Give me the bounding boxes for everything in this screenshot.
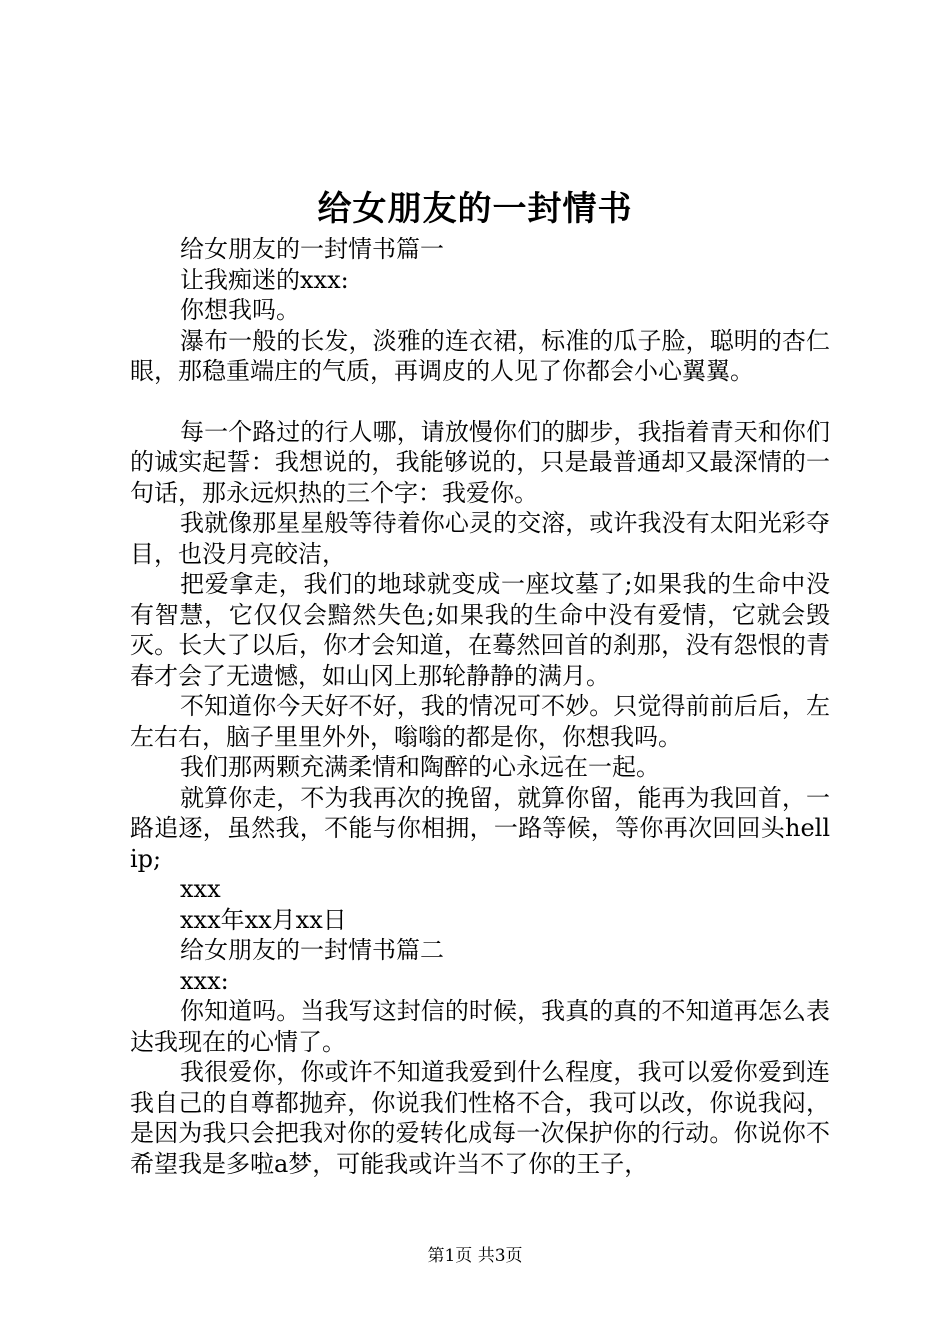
paragraph: 我们那两颗充满柔情和陶醉的心永远在一起。 <box>180 753 660 781</box>
signature: xxx <box>180 875 221 903</box>
paragraph: 就算你走，不为我再次的挽留，就算你留，能再为我回首，一路追逐，虽然我，不能与你相拥，一路等候，等你再次回回头hellip; <box>130 783 830 873</box>
paragraph: 我就像那星星般等待着你心灵的交溶，或许我没有太阳光彩夺目，也没月亮皎洁， <box>130 509 830 568</box>
salutation: 让我痴迷的xxx: <box>180 265 349 294</box>
page-footer: 第1页 共3页 <box>427 1246 523 1266</box>
paragraph: 瀑布一般的长发，淡雅的连衣裙，标准的瓜子脸，聪明的杏仁眼，那稳重端庄的气质，再调皮的人见了你都会小心翼翼。 <box>130 326 830 385</box>
paragraph: 你知道吗。当我写这封信的时候，我真的真的不知道再怎么表达我现在的心情了。 <box>130 997 830 1056</box>
document-title: 给女朋友的一封情书 <box>317 189 633 229</box>
section-heading-2: 给女朋友的一封情书篇二 <box>180 936 444 964</box>
blank-line <box>130 387 830 417</box>
paragraph: 我很爱你，你或许不知道我爱到什么程度，我可以爱你爱到连我自己的自尊都抛弃，你说我们性格不合，我可以改，你说我闷，是因为我只会把我对你的爱转化成每一次保护你的行动。你说你不希望我是多啦a梦，可能我或许当不了你的王子， <box>130 1058 830 1178</box>
document-body <box>130 234 830 1179</box>
paragraph: 你想我吗。 <box>180 296 300 324</box>
section-heading-1: 给女朋友的一封情书篇一 <box>180 235 444 263</box>
paragraph: 每一个路过的行人哪，请放慢你们的脚步，我指着青天和你们的诚实起誓：我想说的，我能够说的，只是最普通却又最深情的一句话，那永远炽热的三个字：我爱你。 <box>130 417 830 507</box>
paragraph: 不知道你今天好不好，我的情况可不妙。只觉得前前后后，左左右右，脑子里里外外，嗡嗡的都是你，你想我吗。 <box>130 692 830 751</box>
date-line: xxx年xx月xx日 <box>180 905 347 934</box>
paragraph: 把爱拿走，我们的地球就变成一座坟墓了;如果我的生命中没有智慧，它仅仅会黯然失色;如果我的生命中没有爱情，它就会毁灭。长大了以后，你才会知道，在蓦然回首的刹那，没有怨恨的青春才会了无遗憾，如山冈上那轮静静的满月。 <box>130 570 830 690</box>
salutation: xxx: <box>180 966 229 995</box>
